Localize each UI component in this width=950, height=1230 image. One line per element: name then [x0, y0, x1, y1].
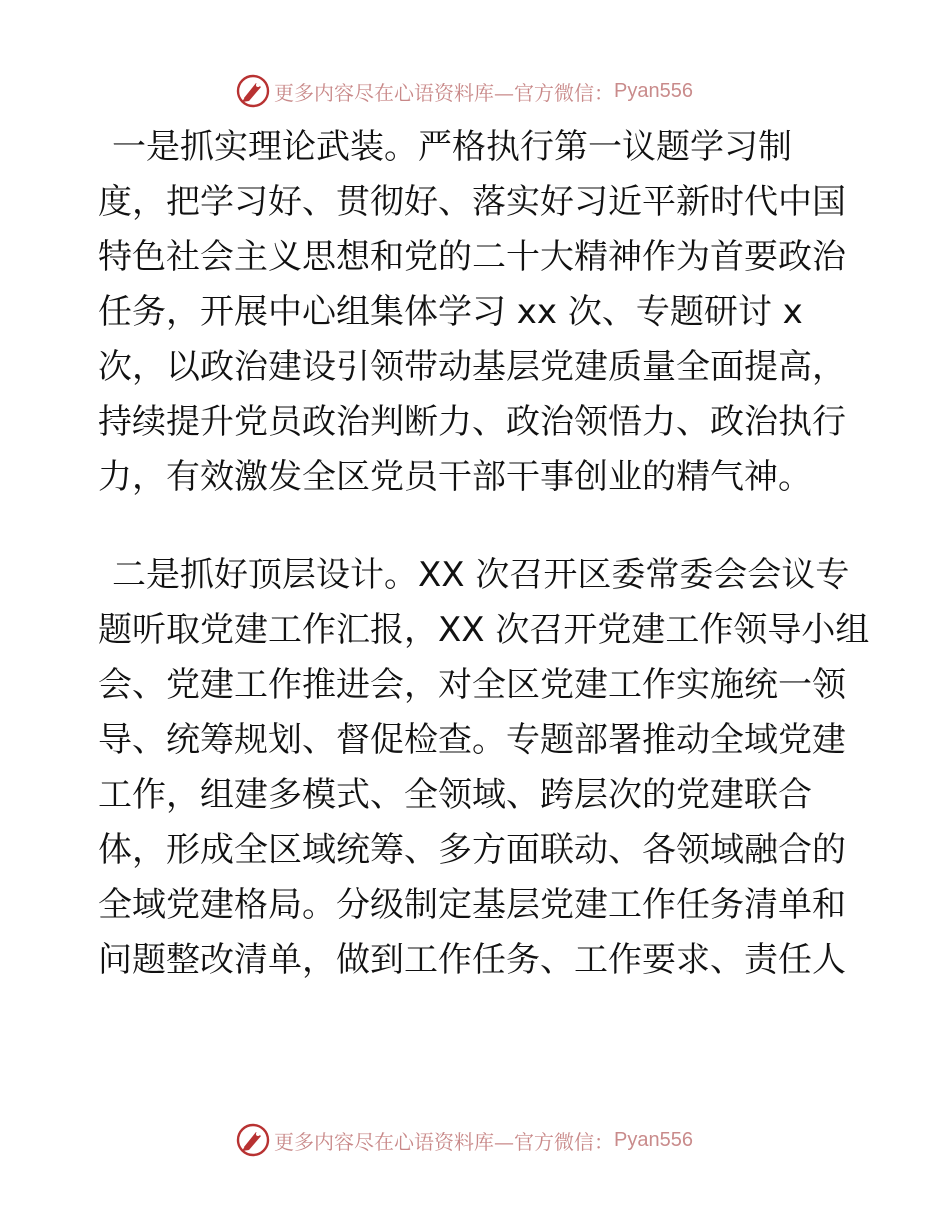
paragraph-line: 全域党建格局。分级制定基层党建工作任务清单和	[98, 885, 846, 925]
paragraph-line: 工作，组建多模式、全领域、跨层次的党建联合	[98, 775, 812, 815]
footer-banner	[236, 1123, 693, 1157]
paragraph-line: 导、统筹规划、督促检查。专题部署推动全域党建	[98, 720, 846, 760]
footer-banner-text: 更多内容尽在心语资料库—官方微信：	[274, 1129, 614, 1154]
pen-nib-logo-icon	[236, 74, 270, 108]
paragraph-line: 任务，开展中心组集体学习 xx 次、专题研讨 x	[98, 292, 803, 332]
paragraph-2	[98, 548, 870, 988]
pen-nib-logo-icon	[236, 1123, 270, 1157]
paragraph-line: 力，有效激发全区党员干部干事创业的精气神。	[98, 457, 812, 497]
paragraph-line: 体，形成全区域统筹、多方面联动、各领域融合的	[98, 830, 846, 870]
paragraph-1	[98, 120, 858, 505]
paragraph-line: 持续提升党员政治判断力、政治领悟力、政治执行	[98, 402, 846, 442]
paragraph-line: 特色社会主义思想和党的二十大精神作为首要政治	[98, 237, 846, 277]
paragraph-line: 会、党建工作推进会，对全区党建工作实施统一领	[98, 665, 846, 705]
header-banner	[236, 74, 693, 108]
paragraph-line: 二是抓好顶层设计。XX 次召开区委常委会会议专	[112, 555, 850, 595]
paragraph-line: 题听取党建工作汇报，XX 次召开党建工作领导小组	[98, 610, 870, 650]
footer-banner-wechat: Pyan556	[614, 1128, 693, 1151]
header-banner-text: 更多内容尽在心语资料库—官方微信：	[274, 80, 614, 105]
header-banner-wechat: Pyan556	[614, 79, 693, 102]
paragraph-line: 度，把学习好、贯彻好、落实好习近平新时代中国	[98, 182, 846, 222]
paragraph-line: 问题整改清单，做到工作任务、工作要求、责任人	[98, 940, 846, 980]
paragraph-line: 一是抓实理论武装。严格执行第一议题学习制	[112, 127, 792, 167]
paragraph-line: 次，以政治建设引领带动基层党建质量全面提高，	[98, 347, 846, 387]
